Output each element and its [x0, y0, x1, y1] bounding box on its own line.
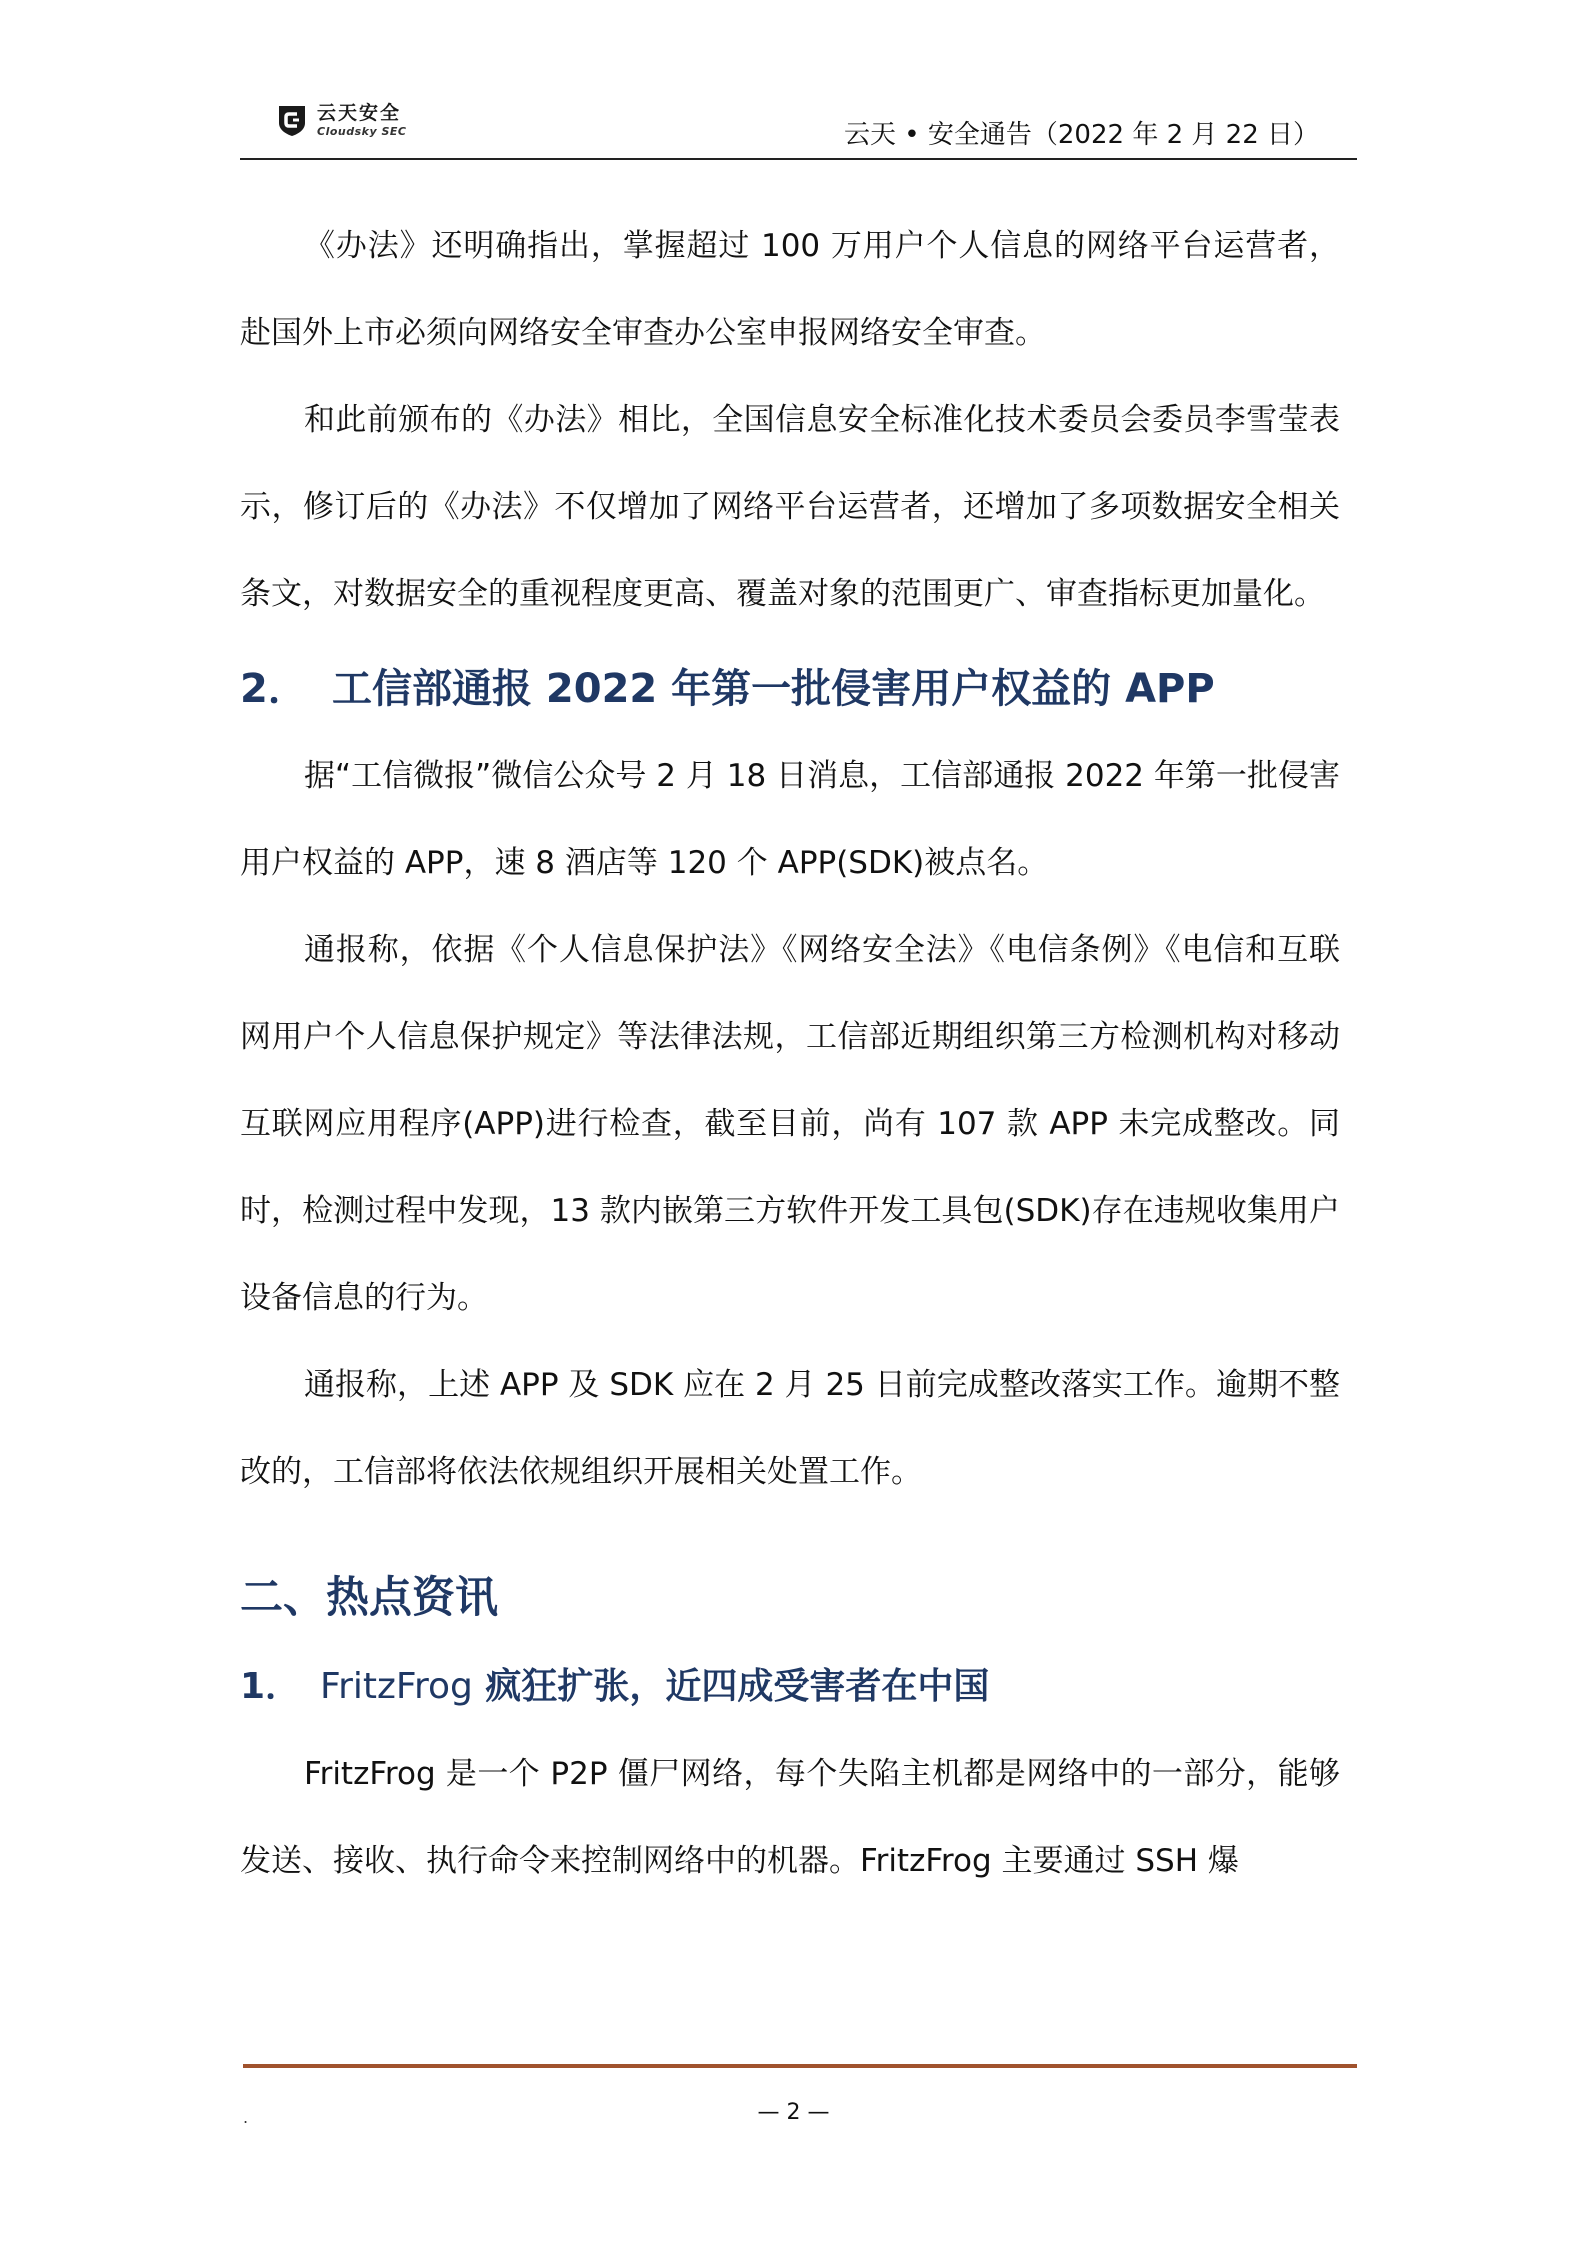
section-title-cn: 疯狂扩张，近四成受害者在中国: [472, 1666, 990, 1707]
section-heading-miit-report: [240, 646, 1340, 733]
paragraph-miit-news: 据“工信微报”微信公众号 2 月 18 日消息，工信部通报 2022 年第一批侵害用户权益的 APP，速 8 酒店等 120 个 APP(SDK)被点名。: [240, 758, 1340, 881]
footer-dot: .: [243, 2108, 249, 2127]
header-divider: [240, 158, 1357, 160]
paragraph-miit-deadline: 通报称，上述 APP 及 SDK 应在 2 月 25 日前完成整改落实工作。逾期不整改的，工信部将依法依规组织开展相关处置工作。: [240, 1367, 1340, 1490]
paragraph-fritzfrog: FritzFrog 是一个 P2P 僵尸网络，每个失陷主机都是网络中的一部分，能够发送、接收、执行命令来控制网络中的机器。FritzFrog 主要通过 SSH 爆: [240, 1756, 1340, 1879]
section-title: 工信部通报 2022 年第一批侵害用户权益的 APP: [332, 666, 1215, 712]
header-title: 云天 • 安全通告（2022 年 2 月 22 日）: [844, 120, 1319, 150]
section-number: 2．: [240, 666, 308, 712]
footer-divider: [243, 2064, 1357, 2068]
shield-logo-icon: [275, 103, 309, 137]
chapter-heading-hot-news: 二、热点资讯: [240, 1573, 498, 1623]
logo-text-cn: 云天安全: [317, 101, 402, 124]
page-header: [240, 92, 1357, 160]
paragraph-measures-ipo: 《办法》还明确指出，掌握超过 100 万用户个人信息的网络平台运营者，赴国外上市必须向网络安全审查办公室申报网络安全审查。: [240, 228, 1340, 351]
page-number: — 2 —: [757, 2100, 830, 2125]
document-body: [240, 203, 1340, 1905]
section-number: 1．: [240, 1666, 302, 1707]
logo: [275, 97, 406, 143]
section-heading-fritzfrog: [240, 1643, 1340, 1731]
section-title-en: FritzFrog: [320, 1666, 473, 1707]
paragraph-measures-comparison: 和此前颁布的《办法》相比，全国信息安全标准化技术委员会委员李雪莹表示，修订后的《办法》不仅增加了网络平台运营者，还增加了多项数据安全相关条文，对数据安全的重视程度更高、覆盖对象的范围更广、审查指标更加量化。: [240, 402, 1340, 612]
paragraph-miit-inspection: 通报称，依据《个人信息保护法》《网络安全法》《电信条例》《电信和互联网用户个人信息保护规定》等法律法规，工信部近期组织第三方检测机构对移动互联网应用程序(APP)进行检查，截至目前，尚有 107 款 APP 未完成整改。同时，检测过程中发现，13 款内嵌第三方软件开发工具包(SDK)存在违规收集用户设备信息的行为。: [240, 932, 1340, 1316]
logo-text-en: Cloudsky SEC: [317, 124, 407, 138]
